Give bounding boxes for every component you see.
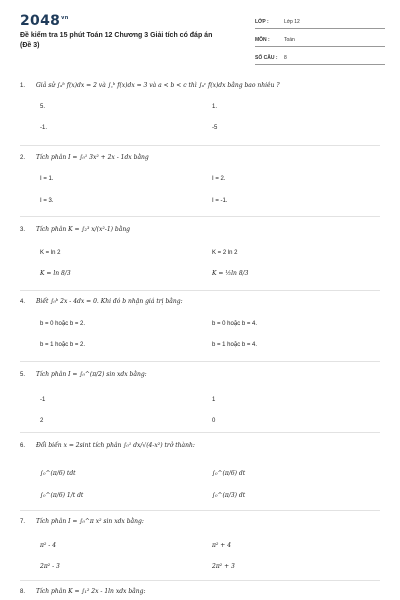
question-6: 6. Đổi biến x = 2sint tích phân ∫₀¹ dx/√(4-x²) trở thành: ∫₀^(π/6) tdt ∫₀^(π/6) dt ∫₀^(π/6) 1/t dt ∫₀^(π/3) dt <box>20 442 246 499</box>
document-title <box>20 31 240 51</box>
question-7: 7. Tích phân I = ∫₀^π x² sin xdx bằng: π² - 4 π² + 4 2π² - 3 2π² + 3 <box>20 518 235 570</box>
option-c[interactable]: 2 <box>40 418 44 424</box>
divider <box>20 580 380 581</box>
option-a[interactable]: K = ln 2 <box>40 250 61 256</box>
option-c[interactable]: -1. <box>40 125 48 131</box>
option-c[interactable]: 2π² - 3 <box>40 563 60 570</box>
question-stem: Tích phân I = ∫₀^(π/2) sin xdx bằng: <box>36 371 147 378</box>
option-a[interactable]: 5. <box>40 104 46 110</box>
option-b[interactable]: ∫₀^(π/6) dt <box>212 470 246 477</box>
option-d[interactable]: b = 1 hoặc b = 4. <box>212 342 258 348</box>
divider <box>20 216 380 217</box>
option-b[interactable]: 1. <box>212 104 218 110</box>
option-b[interactable]: b = 0 hoặc b = 4. <box>212 321 258 327</box>
divider <box>20 510 380 511</box>
option-b[interactable]: π² + 4 <box>212 542 232 549</box>
question-5: 5. Tích phân I = ∫₀^(π/2) sin xdx bằng: -1 1 2 0 <box>20 371 216 424</box>
option-c[interactable]: I = 3. <box>40 198 54 204</box>
title-line-1: Đề kiểm tra 15 phút Toán 12 Chương 3 Giải tích có đáp án <box>20 32 213 39</box>
option-b[interactable]: 1 <box>212 397 216 403</box>
question-3: 3. Tích phân K = ∫₂³ x/(x²-1) bằng K = ln 2 K = 2 ln 2 K = ln 8/3 K = ½ln 8/3 <box>20 226 249 277</box>
option-c[interactable]: K = ln 8/3 <box>40 270 71 277</box>
option-c[interactable]: ∫₀^(π/6) 1/t dt <box>40 492 84 499</box>
divider <box>20 145 380 146</box>
option-d[interactable]: I = -1. <box>212 198 228 204</box>
option-d[interactable]: ∫₀^(π/3) dt <box>212 492 246 499</box>
divider <box>20 290 380 291</box>
question-1: 1. Giả sử ∫ₐᵇ f(x)dx = 2 và ∫꜀ᵇ f(x)dx = 3 và a < b < c thì ∫ₐᶜ f(x)dx bằng bao nhiêu ? 5. 1. -1. -5 <box>20 82 280 131</box>
option-b[interactable]: K = 2 ln 2 <box>212 250 238 256</box>
option-a[interactable]: ∫₀^(π/6) tdt <box>40 470 76 477</box>
divider <box>20 361 380 362</box>
question-4: 4. Biết ∫₀ᵇ 2x - 4dx = 0. Khi đó b nhận giá trị bằng: b = 0 hoặc b = 2. b = 0 hoặc b = 4. b = 1 hoặc b = 2. b = 1 hoặc b = 4. <box>20 298 258 348</box>
meta-subject: MÔN : Toán <box>255 35 385 47</box>
option-a[interactable]: -1 <box>40 397 46 403</box>
site-logo[interactable]: $2048^{vn}$ <box>20 13 69 29</box>
question-8: 8. Tích phân K = ∫₁² 2x - 1ln xdx bằng: <box>20 588 146 595</box>
divider <box>20 432 380 433</box>
question-stem: Tích phân K = ∫₂³ x/(x²-1) bằng <box>36 226 131 233</box>
question-stem: Giả sử ∫ₐᵇ f(x)dx = 2 và ∫꜀ᵇ f(x)dx = 3 và a < b < c thì ∫ₐᶜ f(x)dx bằng bao nhiêu ? <box>36 82 280 89</box>
option-a[interactable]: I = 1. <box>40 176 54 182</box>
option-d[interactable]: 0 <box>212 418 216 424</box>
meta-class: LỚP : Lớp 12 <box>255 17 385 29</box>
document-meta <box>255 17 385 71</box>
option-a[interactable]: b = 0 hoặc b = 2. <box>40 321 86 327</box>
question-2: 2. Tích phân I = ∫₀¹ 3x² + 2x - 1dx bằng I = 1. I = 2. I = 3. I = -1. <box>20 154 228 204</box>
question-stem: Đổi biến x = 2sint tích phân ∫₀¹ dx/√(4-x²) trở thành: <box>36 442 195 449</box>
option-b[interactable]: I = 2. <box>212 176 226 182</box>
meta-question-count: SỐ CÂU : 8 <box>255 53 385 65</box>
option-d[interactable]: 2π² + 3 <box>212 563 235 570</box>
title-line-2: (Đề 3) <box>20 42 40 49</box>
option-d[interactable]: K = ½ln 8/3 <box>212 270 249 277</box>
question-stem: Tích phân I = ∫₀¹ 3x² + 2x - 1dx bằng <box>36 154 149 161</box>
option-c[interactable]: b = 1 hoặc b = 2. <box>40 342 86 348</box>
option-d[interactable]: -5 <box>212 125 218 131</box>
question-stem: Biết ∫₀ᵇ 2x - 4dx = 0. Khi đó b nhận giá trị bằng: <box>36 298 183 305</box>
option-a[interactable]: π² - 4 <box>40 542 57 549</box>
question-stem: Tích phân K = ∫₁² 2x - 1ln xdx bằng: <box>36 588 146 595</box>
question-stem: Tích phân I = ∫₀^π x² sin xdx bằng: <box>36 518 144 525</box>
